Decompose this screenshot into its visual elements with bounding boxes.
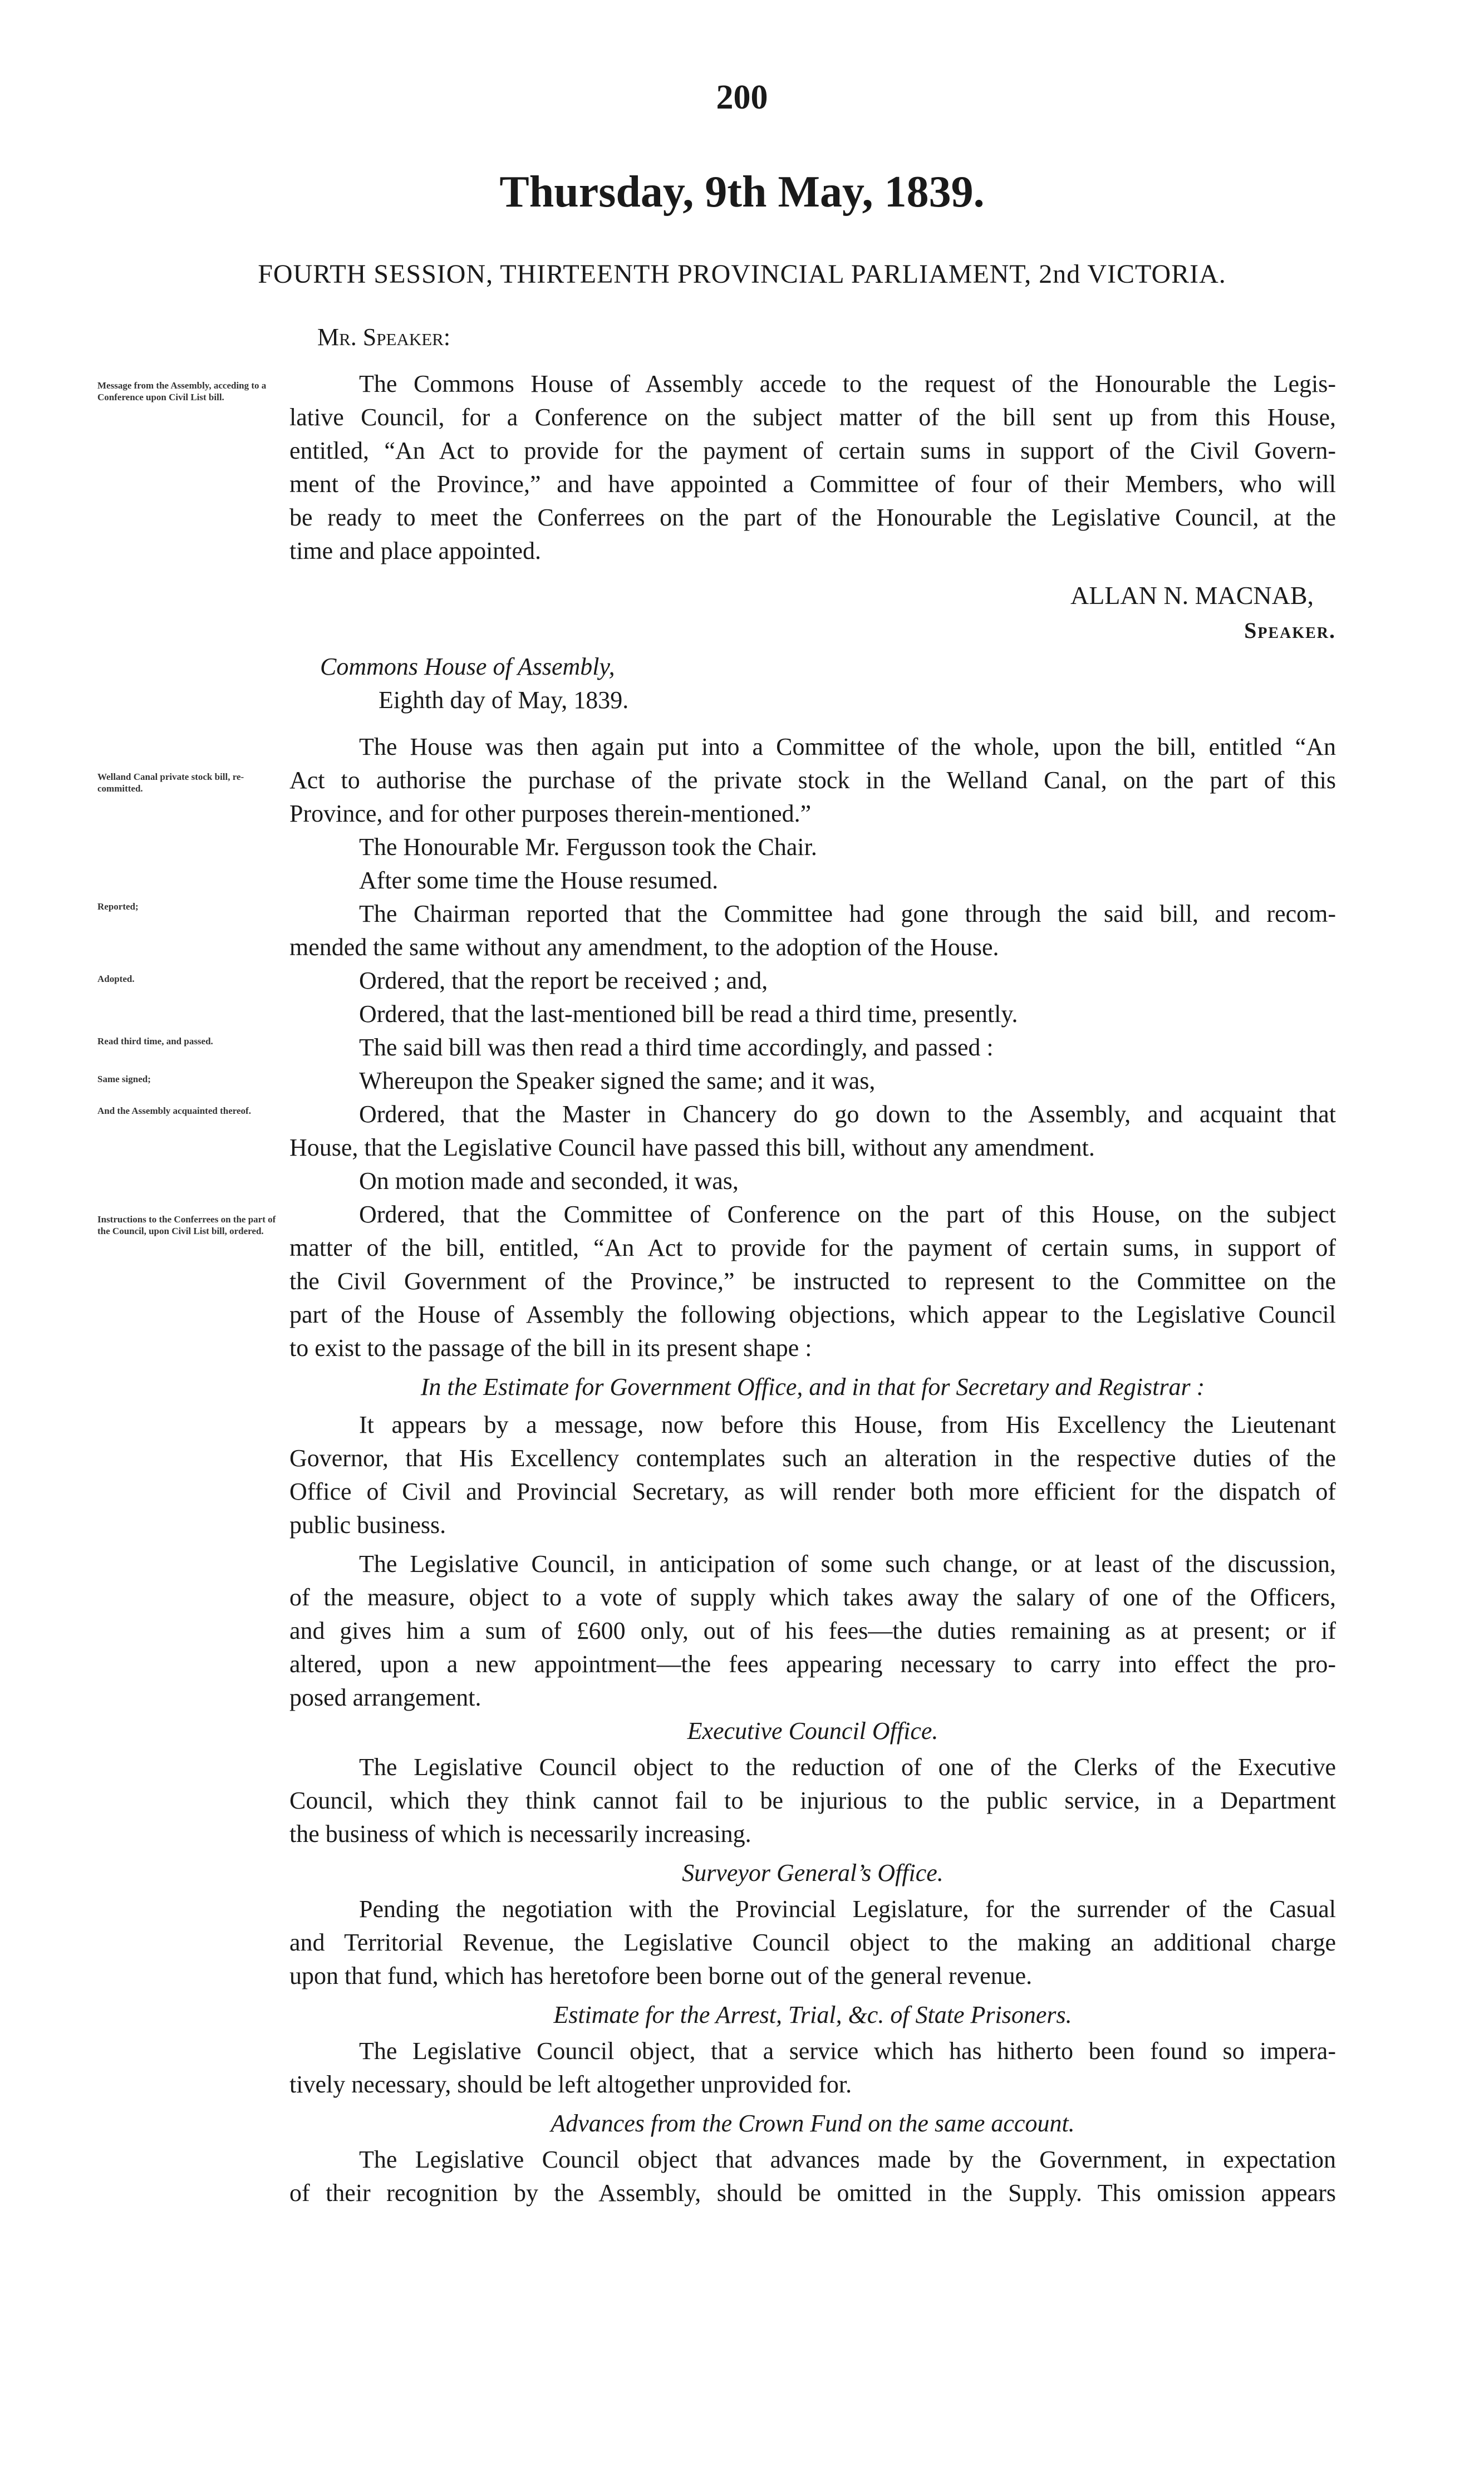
proceedings-line: Ordered, that the Master in Chancery do go down to the Assembly, and acquaint that — [359, 1100, 1336, 1128]
proceedings-line: The House was then again put into a Committee of the whole, upon the bill, entitled “An — [359, 733, 1336, 760]
message-line: be ready to meet the Conferrees on the part of the Honourable the Legislative Council, at the — [289, 504, 1336, 531]
estimate-line: It appears by a message, now before this House, from His Excellency the Lieutenant — [359, 1411, 1336, 1438]
executive-line: The Legislative Council object to the reduction of one of the Clerks of the Executive — [359, 1753, 1336, 1781]
advances-line: of their recognition by the Assembly, should be omitted in the Supply. This omission appears — [289, 2179, 1336, 2207]
surveyor-line: upon that fund, which has heretofore been borne out of the general revenue. — [289, 1962, 1033, 1989]
margin-note-acquainted: And the Assembly acquainted thereof. — [97, 1106, 251, 1116]
proceedings-line: Ordered, that the Committee of Conference on the part of this House, on the subject — [359, 1201, 1336, 1228]
estimate-line: altered, upon a new appointment—the fees appearing necessary to carry into effect the pro- — [289, 1650, 1336, 1678]
signature-title: Speaker. — [1244, 618, 1336, 643]
proceedings-line: After some time the House resumed. — [359, 867, 719, 894]
estimate-line: Governor, that His Excellency contemplates such an alteration in the respective duties of the — [289, 1445, 1336, 1472]
section-heading-prisoners: Estimate for the Arrest, Trial, &c. of State Prisoners. — [553, 2001, 1072, 2028]
executive-line: the business of which is necessarily increasing. — [289, 1820, 751, 1848]
margin-note-instructions: Instructions to the Conferrees on the part of the Council, upon Civil List bill, ordered. — [97, 1214, 276, 1236]
estimate-line: public business. — [289, 1511, 446, 1539]
prisoners-line: tively necessary, should be left altogether unprovided for. — [289, 2071, 852, 2098]
proceedings-line: The Chairman reported that the Committee had gone through the said bill, and recom- — [359, 900, 1336, 927]
date-title: Thursday, 9th May, 1839. — [499, 168, 985, 217]
message-line: entitled, “An Act to provide for the payment of certain sums in support of the Civil Govern- — [289, 437, 1336, 464]
message-line: The Commons House of Assembly accede to the request of the Honourable the Legis- — [359, 370, 1336, 397]
estimate-line: of the measure, object to a vote of supply which takes away the salary of one of the Officers, — [289, 1584, 1336, 1611]
message-line: lative Council, for a Conference on the subject matter of the bill sent up from this House, — [289, 404, 1336, 431]
section-heading-surveyor: Surveyor General’s Office. — [682, 1859, 944, 1886]
proceedings-line: The said bill was then read a third time accordingly, and passed : — [359, 1034, 994, 1061]
section-heading-advances: Advances from the Crown Fund on the same account. — [551, 2110, 1075, 2137]
proceedings-line: Province, and for other purposes therein-mentioned.” — [289, 800, 812, 827]
salutation: Mr. Speaker: — [317, 323, 451, 351]
proceedings-line: House, that the Legislative Council have passed this bill, without any amendment. — [289, 1134, 1095, 1161]
proceedings-line: mended the same without any amendment, to the adoption of the House. — [289, 933, 999, 961]
dateline-place: Commons House of Assembly, — [320, 653, 615, 680]
dateline-date: Eighth day of May, 1839. — [379, 686, 629, 714]
section-heading-estimate: In the Estimate for Government Office, and in that for Secretary and Registrar : — [420, 1373, 1205, 1401]
margin-note-reported: Reported; — [97, 901, 139, 912]
estimate-line: and gives him a sum of £600 only, out of his fees—the duties remaining as at present; or if — [289, 1617, 1336, 1644]
message-line: ment of the Province,” and have appointed a Committee of four of their Members, who will — [289, 470, 1336, 498]
proceedings-line: part of the House of Assembly the following objections, which appear to the Legislative Council — [289, 1301, 1336, 1328]
proceedings-line: Ordered, that the report be received ; and, — [359, 967, 768, 994]
proceedings-line: Ordered, that the last-mentioned bill be read a third time, presently. — [359, 1000, 1018, 1028]
surveyor-line: and Territorial Revenue, the Legislative Council object to the making an additional charge — [289, 1929, 1336, 1956]
margin-note-signed: Same signed; — [97, 1074, 151, 1084]
margin-note-adopted: Adopted. — [97, 974, 135, 984]
signature-name: ALLAN N. MACNAB, — [1070, 581, 1314, 610]
advances-line: The Legislative Council object that advances made by the Government, in expectation — [359, 2146, 1336, 2173]
proceedings-line: Act to authorise the purchase of the private stock in the Welland Canal, on the part of this — [289, 767, 1336, 794]
proceedings-line: The Honourable Mr. Fergusson took the Chair. — [359, 833, 817, 861]
section-heading-executive: Executive Council Office. — [687, 1717, 938, 1745]
proceedings-line: matter of the bill, entitled, “An Act to provide for the payment of certain sums, in support of — [289, 1234, 1336, 1261]
proceedings-line: On motion made and seconded, it was, — [359, 1167, 739, 1195]
session-heading: FOURTH SESSION, THIRTEENTH PROVINCIAL PARLIAMENT, 2nd VICTORIA. — [258, 259, 1226, 289]
estimate-line: The Legislative Council, in anticipation of some such change, or at least of the discussion, — [359, 1550, 1336, 1578]
margin-note-welland: Welland Canal private stock bill, re-committed. — [97, 772, 244, 794]
estimate-line: Office of Civil and Provincial Secretary, as will render both more efficient for the dispatch of — [289, 1478, 1336, 1505]
proceedings-line: the Civil Government of the Province,” be instructed to represent to the Committee on the — [289, 1267, 1336, 1295]
margin-note-read-third: Read third time, and passed. — [97, 1036, 213, 1046]
proceedings-line: to exist to the passage of the bill in its present shape : — [289, 1334, 812, 1362]
message-line: time and place appointed. — [289, 537, 542, 564]
estimate-line: posed arrangement. — [289, 1684, 481, 1711]
page-number: 200 — [716, 78, 768, 116]
surveyor-line: Pending the negotiation with the Provincial Legislature, for the surrender of the Casual — [359, 1895, 1336, 1923]
executive-line: Council, which they think cannot fail to be injurious to the public service, in a Department — [289, 1787, 1336, 1814]
prisoners-line: The Legislative Council object, that a service which has hitherto been found so impera- — [359, 2037, 1336, 2065]
margin-note-message: Message from the Assembly, acceding to a Conference upon Civil List bill. — [97, 380, 267, 402]
proceedings-line: Whereupon the Speaker signed the same; and it was, — [359, 1067, 876, 1094]
